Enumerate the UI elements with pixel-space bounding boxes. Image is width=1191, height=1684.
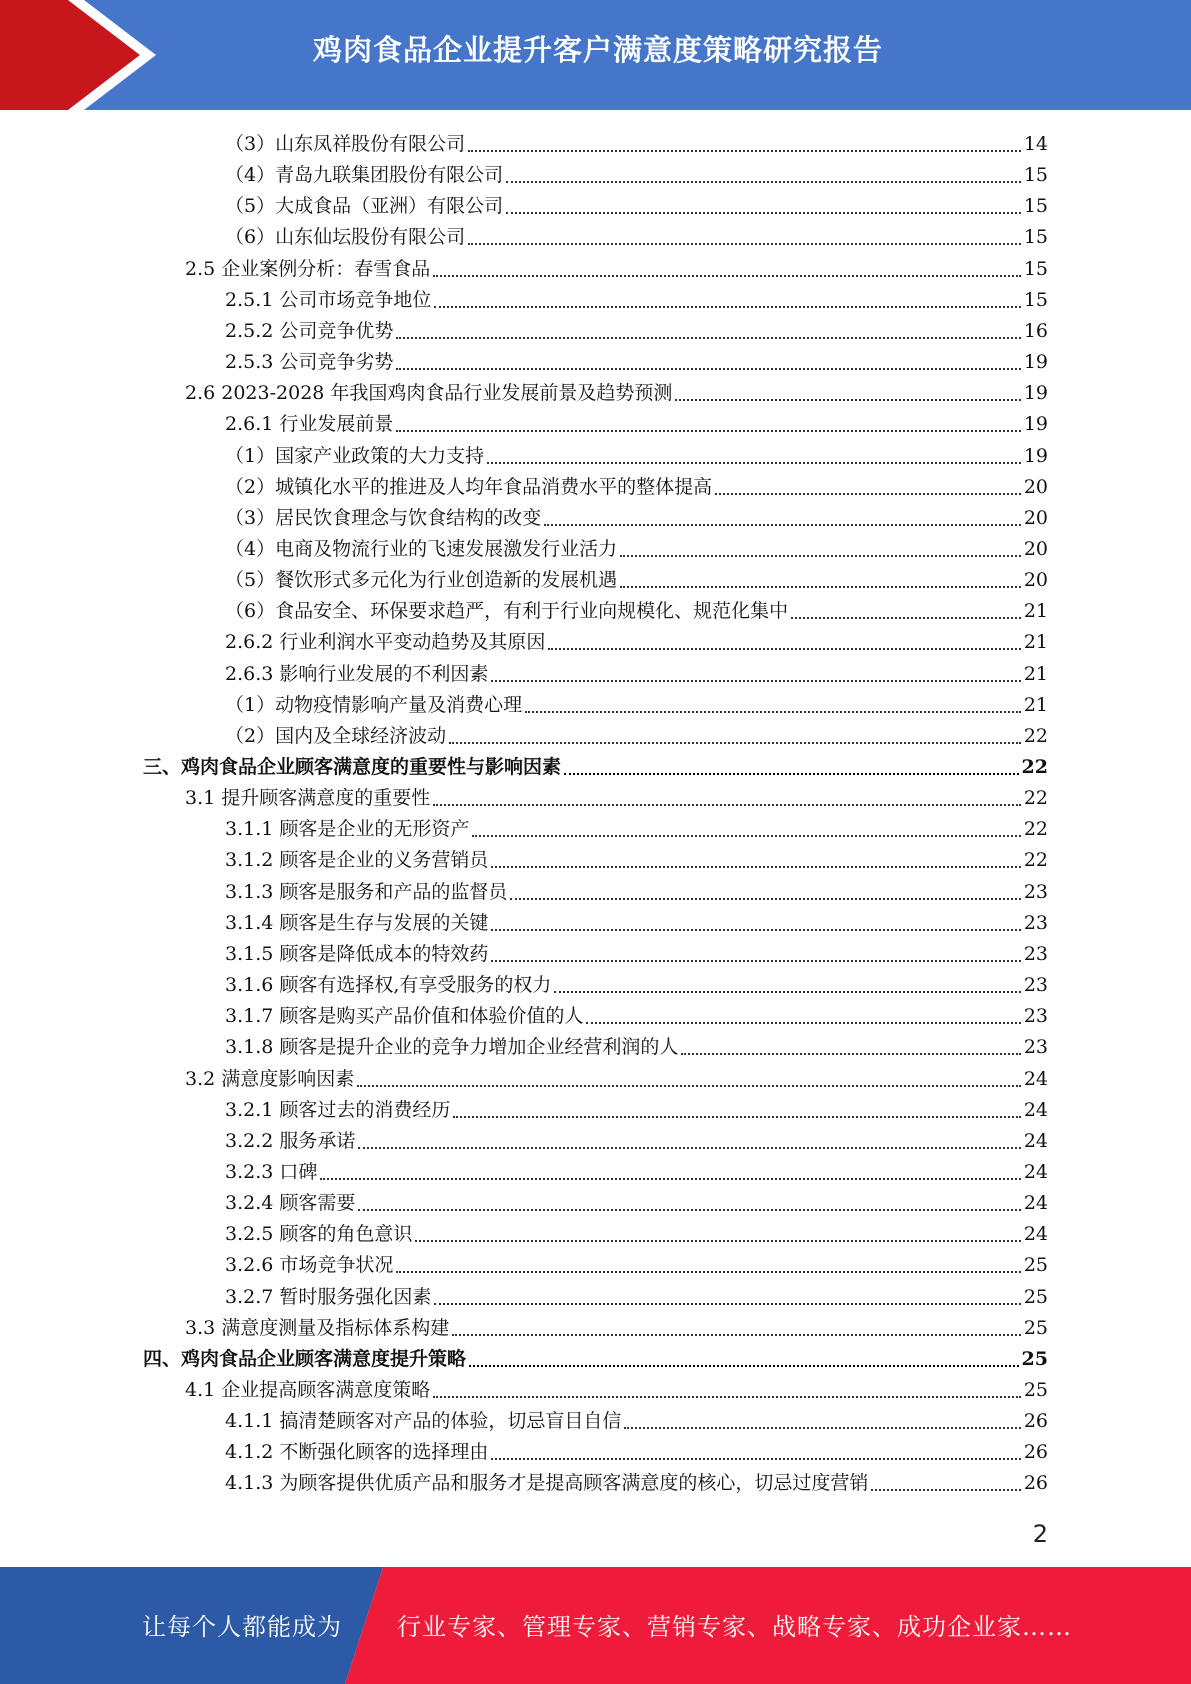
toc-entry-title: 3.2.1 顾客过去的消费经历 bbox=[225, 1098, 451, 1121]
toc-dot-leader bbox=[491, 1458, 1020, 1460]
toc-dot-leader bbox=[358, 1147, 1020, 1149]
toc-dot-leader bbox=[586, 1022, 1020, 1024]
toc-entry-page: 24 bbox=[1023, 1067, 1048, 1090]
toc-entry-title: 2.5.1 公司市场竞争地位 bbox=[225, 288, 432, 311]
toc-dot-leader bbox=[506, 212, 1021, 214]
toc-dot-leader bbox=[624, 1427, 1020, 1429]
toc-entry-title: 4.1.1 搞清楚顾客对产品的体验，切忌盲目自信 bbox=[225, 1410, 622, 1433]
toc-entry-page: 21 bbox=[1023, 662, 1048, 685]
toc-entry-title: 2.5 企业案例分析：春雪食品 bbox=[185, 257, 431, 280]
toc-entry-page: 23 bbox=[1023, 1036, 1048, 1059]
toc-entry-title: 2.5.2 公司竞争优势 bbox=[225, 319, 394, 342]
toc-entry-page: 22 bbox=[1023, 787, 1048, 810]
toc-entry[interactable] bbox=[225, 469, 1048, 500]
toc-entry-page: 23 bbox=[1023, 1005, 1048, 1028]
toc-dot-leader bbox=[434, 306, 1020, 308]
toc-dot-leader bbox=[564, 773, 1019, 775]
toc-entry-title: 3.2.6 市场竞争状况 bbox=[225, 1254, 394, 1277]
toc-entry-title: 3.1.3 顾客是服务和产品的监督员 bbox=[225, 880, 508, 903]
page-number: 2 bbox=[1032, 1520, 1048, 1548]
toc-entry-page: 23 bbox=[1023, 911, 1048, 934]
toc-entry-page: 14 bbox=[1023, 133, 1048, 155]
toc-entry-title: 4.1.3 为顾客提供优质产品和服务才是提高顾客满意度的核心，切忌过度营销 bbox=[225, 1472, 869, 1495]
toc-entry-title: （6）山东仙坛股份有限公司 bbox=[225, 226, 466, 249]
toc-dot-leader bbox=[358, 1209, 1020, 1211]
toc-entry[interactable] bbox=[225, 1216, 1048, 1247]
toc-dot-leader bbox=[871, 1489, 1020, 1491]
toc-entry-title: （1）国家产业政策的大力支持 bbox=[225, 444, 485, 467]
toc-dot-leader bbox=[620, 555, 1021, 557]
toc-dot-leader bbox=[433, 804, 1021, 806]
toc-entry-title: （6）食品安全、环保要求趋严，有利于行业向规模化、规范化集中 bbox=[225, 600, 789, 623]
toc-dot-leader bbox=[433, 275, 1021, 277]
toc-entry-title: 3.1.5 顾客是降低成本的特效药 bbox=[225, 942, 489, 965]
footer-slogan-left: 让每个人都能成为 bbox=[142, 1613, 342, 1641]
toc-entry-page: 20 bbox=[1023, 569, 1048, 592]
toc-entry[interactable] bbox=[225, 562, 1048, 593]
toc-dot-leader bbox=[449, 742, 1021, 744]
toc-dot-leader bbox=[396, 337, 1020, 339]
toc-entry-title: （2）城镇化水平的推进及人均年食品消费水平的整体提高 bbox=[225, 475, 713, 498]
toc-entry-title: 2.6 2023-2028 年我国鸡肉食品行业发展前景及趋势预测 bbox=[185, 382, 673, 405]
toc-entry[interactable] bbox=[225, 998, 1048, 1029]
toc-entry[interactable] bbox=[225, 656, 1048, 687]
toc-entry-page: 20 bbox=[1023, 537, 1048, 560]
toc-entry-page: 24 bbox=[1023, 1192, 1048, 1215]
toc-entry[interactable] bbox=[225, 874, 1048, 905]
toc-entry-page: 15 bbox=[1023, 288, 1048, 311]
toc-entry-page: 23 bbox=[1023, 974, 1048, 997]
toc-entry-page: 15 bbox=[1023, 164, 1048, 187]
toc-dot-leader bbox=[433, 1396, 1021, 1398]
toc-entry-title: （5）餐饮形式多元化为行业创造新的发展机遇 bbox=[225, 569, 618, 592]
toc-entry[interactable] bbox=[185, 375, 1048, 406]
toc-entry[interactable] bbox=[225, 624, 1048, 655]
toc-entry-page: 22 bbox=[1023, 818, 1048, 841]
toc-dot-leader bbox=[675, 399, 1020, 401]
toc-entry[interactable] bbox=[225, 438, 1048, 469]
toc-entry[interactable] bbox=[225, 1247, 1048, 1278]
toc-entry[interactable] bbox=[225, 157, 1048, 188]
toc-entry-title: 3.1.4 顾客是生存与发展的关键 bbox=[225, 911, 489, 934]
toc-entry-title: 三、鸡肉食品企业顾客满意度的重要性与影响因素 bbox=[143, 756, 562, 778]
toc-entry[interactable] bbox=[225, 1185, 1048, 1216]
toc-entry-page: 26 bbox=[1023, 1410, 1048, 1433]
toc-dot-leader bbox=[453, 1116, 1020, 1118]
toc-entry-title: （2）国内及全球经济波动 bbox=[225, 724, 447, 747]
toc-entry[interactable] bbox=[225, 1279, 1048, 1310]
toc-entry[interactable] bbox=[225, 1029, 1048, 1060]
toc-entry-title: （4）青岛九联集团股份有限公司 bbox=[225, 164, 504, 187]
toc-entry-page: 25 bbox=[1023, 1285, 1048, 1308]
toc-dot-leader bbox=[468, 243, 1021, 245]
toc-dot-leader bbox=[415, 1240, 1020, 1242]
toc-dot-leader bbox=[548, 648, 1020, 650]
toc-entry-title: 3.2 满意度影响因素 bbox=[185, 1067, 355, 1090]
toc-entry[interactable] bbox=[225, 1154, 1048, 1185]
page-header bbox=[0, 0, 1191, 110]
toc-dot-leader bbox=[681, 1053, 1020, 1055]
toc-dot-leader bbox=[525, 711, 1021, 713]
toc-entry[interactable] bbox=[225, 936, 1048, 967]
toc-entry-title: 3.2.7 暂时服务强化因素 bbox=[225, 1285, 432, 1308]
toc-entry-page: 16 bbox=[1023, 319, 1048, 342]
toc-entry-page: 15 bbox=[1023, 257, 1048, 280]
toc-dot-leader bbox=[510, 898, 1020, 900]
toc-entry-page: 19 bbox=[1023, 444, 1048, 467]
footer-slogan-right: 行业专家、管理专家、营销专家、战略专家、成功企业家…… bbox=[397, 1613, 1072, 1641]
toc-entry[interactable] bbox=[225, 1465, 1048, 1496]
toc-entry[interactable] bbox=[225, 313, 1048, 344]
toc-entry[interactable] bbox=[225, 905, 1048, 936]
toc-entry[interactable] bbox=[225, 406, 1048, 437]
toc-entry-page: 25 bbox=[1021, 1347, 1048, 1370]
toc-dot-leader bbox=[487, 462, 1021, 464]
toc-entry[interactable] bbox=[225, 1123, 1048, 1154]
toc-entry-page: 19 bbox=[1023, 351, 1048, 374]
toc-entry-title: （5）大成食品（亚洲）有限公司 bbox=[225, 195, 504, 218]
toc-entry[interactable] bbox=[143, 749, 1048, 780]
toc-entry-title: 3.1.8 顾客是提升企业的竞争力增加企业经营利润的人 bbox=[225, 1036, 679, 1059]
toc-dot-leader bbox=[469, 1365, 1019, 1367]
toc-entry-page: 22 bbox=[1021, 756, 1048, 778]
toc-dot-leader bbox=[491, 929, 1020, 931]
toc-dot-leader bbox=[434, 1303, 1020, 1305]
toc-entry[interactable] bbox=[185, 1372, 1048, 1403]
toc-entry[interactable] bbox=[225, 687, 1048, 718]
toc-dot-leader bbox=[491, 680, 1020, 682]
toc-entry-title: 3.2.5 顾客的角色意识 bbox=[225, 1223, 413, 1246]
toc-entry-title: 3.1.7 顾客是购买产品价值和体验价值的人 bbox=[225, 1005, 584, 1028]
toc-dot-leader bbox=[452, 1334, 1021, 1336]
toc-entry-title: （1）动物疫情影响产量及消费心理 bbox=[225, 693, 523, 716]
page-footer bbox=[0, 1567, 1191, 1684]
toc-entry[interactable] bbox=[225, 593, 1048, 624]
toc-entry-title: 4.1 企业提高顾客满意度策略 bbox=[185, 1379, 431, 1401]
toc-entry[interactable] bbox=[225, 842, 1048, 873]
toc-dot-leader bbox=[506, 181, 1021, 183]
toc-entry-page: 25 bbox=[1023, 1379, 1048, 1401]
toc-entry-page: 21 bbox=[1023, 600, 1048, 623]
toc-entry-page: 25 bbox=[1023, 1316, 1048, 1339]
toc-entry-title: 2.5.3 公司竞争劣势 bbox=[225, 351, 394, 374]
toc-entry-title: 2.6.2 行业利润水平变动趋势及其原因 bbox=[225, 631, 546, 654]
toc-entry-title: 2.6.3 影响行业发展的不利因素 bbox=[225, 662, 489, 685]
toc-entry-title: （3）山东凤祥股份有限公司 bbox=[225, 133, 466, 155]
toc-dot-leader bbox=[715, 493, 1021, 495]
toc-dot-leader bbox=[396, 368, 1020, 370]
toc-dot-leader bbox=[544, 524, 1021, 526]
toc-entry-page: 22 bbox=[1023, 849, 1048, 872]
toc-entry-page: 22 bbox=[1023, 724, 1048, 747]
toc-entry-page: 21 bbox=[1023, 693, 1048, 716]
toc-entry-page: 26 bbox=[1023, 1441, 1048, 1464]
toc-entry[interactable] bbox=[225, 282, 1048, 313]
toc-entry-page: 21 bbox=[1023, 631, 1048, 654]
toc-entry[interactable] bbox=[185, 251, 1048, 282]
toc-entry-page: 24 bbox=[1023, 1223, 1048, 1246]
toc-entry[interactable] bbox=[225, 1092, 1048, 1123]
toc-dot-leader bbox=[620, 586, 1021, 588]
toc-entry-title: 3.2.3 口碑 bbox=[225, 1160, 318, 1183]
toc-entry-page: 23 bbox=[1023, 880, 1048, 903]
toc-entry[interactable] bbox=[225, 500, 1048, 531]
toc-entry-title: 3.1.2 顾客是企业的义务营销员 bbox=[225, 849, 489, 872]
toc-entry[interactable] bbox=[225, 188, 1048, 219]
toc-entry-title: 3.1.1 顾客是企业的无形资产 bbox=[225, 818, 470, 841]
toc-entry[interactable] bbox=[225, 344, 1048, 375]
toc-entry-title: 4.1.2 不断强化顾客的选择理由 bbox=[225, 1441, 489, 1464]
toc-entry-page: 20 bbox=[1023, 506, 1048, 529]
toc-dot-leader bbox=[554, 991, 1020, 993]
toc-entry-page: 24 bbox=[1023, 1160, 1048, 1183]
toc-entry-title: 3.3 满意度测量及指标体系构建 bbox=[185, 1316, 450, 1339]
toc-entry-page: 24 bbox=[1023, 1098, 1048, 1121]
toc-dot-leader bbox=[357, 1085, 1021, 1087]
toc-entry-title: 3.1 提升顾客满意度的重要性 bbox=[185, 787, 431, 810]
toc-entry-title: （3）居民饮食理念与饮食结构的改变 bbox=[225, 506, 542, 529]
toc-dot-leader bbox=[791, 617, 1021, 619]
toc-dot-leader bbox=[491, 960, 1020, 962]
toc-entry[interactable] bbox=[225, 1403, 1048, 1434]
toc-entry[interactable] bbox=[225, 967, 1048, 998]
toc-dot-leader bbox=[396, 430, 1020, 432]
toc-entry-title: 2.6.1 行业发展前景 bbox=[225, 413, 394, 436]
report-title: 鸡肉食品企业提升客户满意度策略研究报告 bbox=[312, 33, 883, 67]
toc-entry-page: 23 bbox=[1023, 942, 1048, 965]
toc-entry[interactable] bbox=[225, 1434, 1048, 1465]
toc-dot-leader bbox=[468, 150, 1021, 152]
toc-entry[interactable] bbox=[143, 1341, 1048, 1372]
toc-entry[interactable] bbox=[185, 780, 1048, 811]
toc-dot-leader bbox=[472, 835, 1020, 837]
toc-entry-page: 19 bbox=[1023, 413, 1048, 436]
toc-entry[interactable] bbox=[225, 531, 1048, 562]
toc-entry-title: 3.1.6 顾客有选择权,有享受服务的权力 bbox=[225, 974, 552, 997]
toc-entry-page: 19 bbox=[1023, 382, 1048, 405]
toc-entry[interactable] bbox=[185, 1310, 1048, 1341]
toc-entry-page: 15 bbox=[1023, 226, 1048, 249]
toc-entry-page: 20 bbox=[1023, 475, 1048, 498]
toc-entry-page: 26 bbox=[1023, 1472, 1048, 1495]
toc-entry-page: 25 bbox=[1023, 1254, 1048, 1277]
toc-entry-page: 24 bbox=[1023, 1129, 1048, 1152]
toc-entry[interactable] bbox=[225, 219, 1048, 250]
toc-dot-leader bbox=[320, 1178, 1020, 1180]
toc-entry[interactable] bbox=[185, 1061, 1048, 1092]
toc-entry-title: 3.2.2 服务承诺 bbox=[225, 1129, 356, 1152]
toc-dot-leader bbox=[396, 1271, 1020, 1273]
toc-entry-title: 四、鸡肉食品企业顾客满意度提升策略 bbox=[143, 1347, 467, 1370]
toc-entry[interactable] bbox=[225, 811, 1048, 842]
toc-entry-title: 3.2.4 顾客需要 bbox=[225, 1192, 356, 1215]
toc-entry-title: （4）电商及物流行业的飞速发展激发行业活力 bbox=[225, 537, 618, 560]
toc-entry-page: 15 bbox=[1023, 195, 1048, 218]
toc-entry[interactable] bbox=[225, 126, 1048, 157]
toc-entry[interactable] bbox=[225, 718, 1048, 749]
toc-dot-leader bbox=[491, 866, 1020, 868]
